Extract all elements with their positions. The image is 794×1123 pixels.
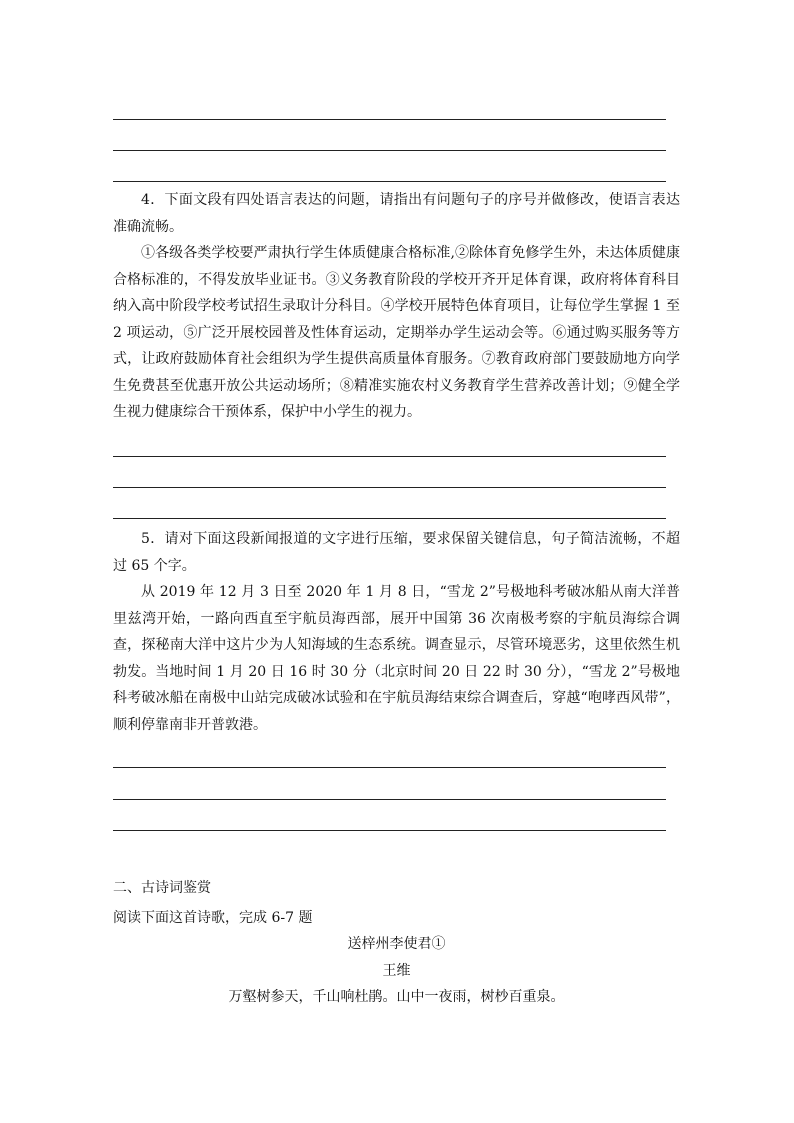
answer-line <box>113 799 666 800</box>
answer-line <box>113 119 666 120</box>
answer-line <box>113 767 666 768</box>
answer-line <box>113 150 666 151</box>
answer-line <box>113 830 666 831</box>
answer-line <box>113 518 666 519</box>
question-5-prompt: 5．请对下面这段新闻报道的文字进行压缩，要求保留关键信息，句子简洁流畅，不超过 65 个字。 <box>113 531 680 574</box>
answer-line <box>113 181 666 182</box>
question-4-passage: ①各级各类学校要严肃执行学生体质健康合格标准,②除体育免修学生外，未达体质健康合格标准的，不得发放毕业证书。③义务教育阶段的学校开齐开足体育课，政府将体育科目纳入高中阶段学校考试招生录取计分科目。④学校开展特色体育项目，让每位学生掌握 1 至 2 项运动，⑤广泛开展校园普及性体育运动，定期举办学生运动会等。⑥通过购买服务等方式，让政府鼓励体育社会组织为学生提供高质量体育服务。⑦教育政府部门要鼓励地方向学生免费甚至优惠开放公共运动场所；⑧精准实施农村义务教育学生营养改善计划；⑨健全学生视力健康综合干预体系，保护中小学生的视力。 <box>113 245 680 420</box>
poem-line: 万壑树参天，千山响杜鹃。山中一夜雨，树杪百重泉。 <box>228 989 565 1005</box>
section-heading: 二、古诗词鉴赏 <box>113 880 211 896</box>
poem-author: 王维 <box>382 963 411 979</box>
question-5-passage: 从 2019 年 12 月 3 日至 2020 年 1 月 8 日，“雪龙 2”号极地科考破冰船从南大洋普里兹湾开始，一路向西直至宇航员海西部，展开中国第 36 次南极考察的宇航员海综合调查，探秘南大洋中这片少为人知海域的生态系统。调查显示，尽管环境恶劣，这里依然生机勃发。当地时间 1 月 20 日 16 时 30 分（北京时间 20 日 22 时 30 分），“雪龙 2”号极地科考破冰船在南极中山站完成破冰试验和在宇航员海结束综合调查后，穿越“咆哮西风带”，顺利停靠南非开普敦港。 <box>113 584 680 733</box>
answer-line <box>113 487 666 488</box>
question-4-prompt: 4．下面文段有四处语言表达的问题，请指出有问题句子的序号并做修改，使语言表达准确流畅。 <box>113 192 680 235</box>
answer-line <box>113 456 666 457</box>
section-instruction: 阅读下面这首诗歌，完成 6-7 题 <box>113 910 313 926</box>
poem-title: 送梓州李使君① <box>347 936 446 952</box>
